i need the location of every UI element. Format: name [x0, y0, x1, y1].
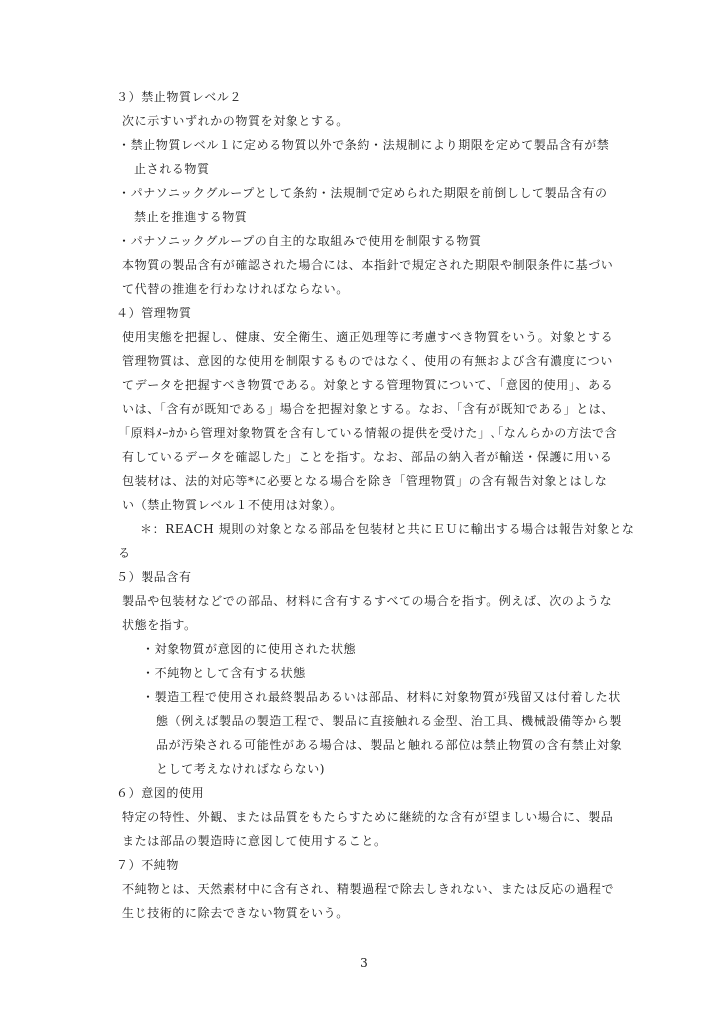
- text-line: 特定の特性、外観、または品質をもたらすために継続的な含有が望ましい場合に、製品: [122, 810, 614, 824]
- footnote-line: ＊：REACH 規則の対象となる部品を包装材と共にＥＵに輸出する場合は報告対象とな: [140, 522, 635, 536]
- bullet-continuation: 禁止を推進する物質: [134, 210, 248, 224]
- bullet-continuation: 品が汚染される可能性がある場合は、製品と触れる部位は禁止物質の含有禁止対象: [156, 738, 623, 752]
- bullet-line: ・対象物質が意図的に使用された状態: [142, 642, 357, 656]
- text-line: いは、「含有が既知である」場合を把握対象とする。なお、「含有が既知である」とは、: [122, 402, 615, 416]
- text-line: 不純物とは、天然素材中に含有され、精製過程で除去しきれない、または反応の過程で: [122, 882, 615, 896]
- text-line: 有しているデータを確認した」ことを指す。なお、部品の納入者が輸送・保護に用いる: [122, 450, 613, 464]
- bullet-line: ・禁止物質レベル１に定める物質以外で条約・法規制により期限を定めて製品含有が禁: [118, 138, 610, 152]
- text-line: 製品や包装材などでの部品、材料に含有するすべての場合を指す。例えば、次のような: [122, 594, 613, 608]
- text-line: 次に示すいずれかの物質を対象とする。: [122, 114, 349, 128]
- text-line: 生じ技術的に除去できない物質をいう。: [122, 906, 349, 920]
- text-line: 状態を指す。: [122, 618, 197, 632]
- text-line: てデータを把握すべき物質である。対象とする管理物質について、「意図的使用」、ある: [122, 378, 614, 392]
- text-line: 「原料ﾒｰｶから管理対象物質を含有している情報の提供を受けた」､｢なんらかの方法で含: [118, 426, 618, 440]
- section-heading: ５）製品含有: [116, 570, 192, 584]
- text-line: 包装材は、法的対応等*に必要となる場合を除き「管理物質」の含有報告対象とはしな: [122, 474, 608, 488]
- section-heading: ７）不純物: [116, 858, 180, 872]
- footnote-continuation: る: [118, 546, 131, 560]
- bullet-line: ・パナソニックグループとして条約・法規制で定められた期限を前倒しして製品含有の: [118, 186, 608, 200]
- section-heading: ６）意図的使用: [116, 786, 205, 800]
- bullet-continuation: 止される物質: [134, 162, 210, 176]
- text-line: て代替の推進を行わなければならない。: [122, 282, 349, 296]
- bullet-line: ・製造工程で使用され最終製品あるいは部品、材料に対象物質が残留又は付着した状: [142, 690, 621, 704]
- section-heading: ４）管理物質: [116, 306, 192, 320]
- text-line: い（禁止物質レベル１不使用は対象）。: [122, 498, 343, 512]
- bullet-line: ・パナソニックグループの自主的な取組みで使用を制限する物質: [118, 234, 482, 248]
- bullet-continuation: 態（例えば製品の製造工程で、製品に直接触れる金型、治工具、機械設備等から製: [156, 714, 622, 728]
- text-line: 使用実態を把握し、健康、安全衛生、適正処理等に考慮すべき物質をいう。対象とする: [122, 330, 614, 344]
- section-heading: ３）禁止物質レベル２: [116, 90, 243, 104]
- page-number: 3: [360, 956, 368, 970]
- bullet-line: ・不純物として含有する状態: [142, 666, 306, 680]
- text-line: または部品の製造時に意図して使用すること。: [122, 834, 387, 848]
- bullet-continuation: として考えなければならない): [156, 762, 326, 776]
- text-line: 管理物質は、意図的な使用を制限するものではなく、使用の有無および含有濃度につい: [122, 354, 613, 368]
- text-line: 本物質の製品含有が確認された場合には、本指針で規定された期限や制限条件に基づい: [122, 258, 614, 272]
